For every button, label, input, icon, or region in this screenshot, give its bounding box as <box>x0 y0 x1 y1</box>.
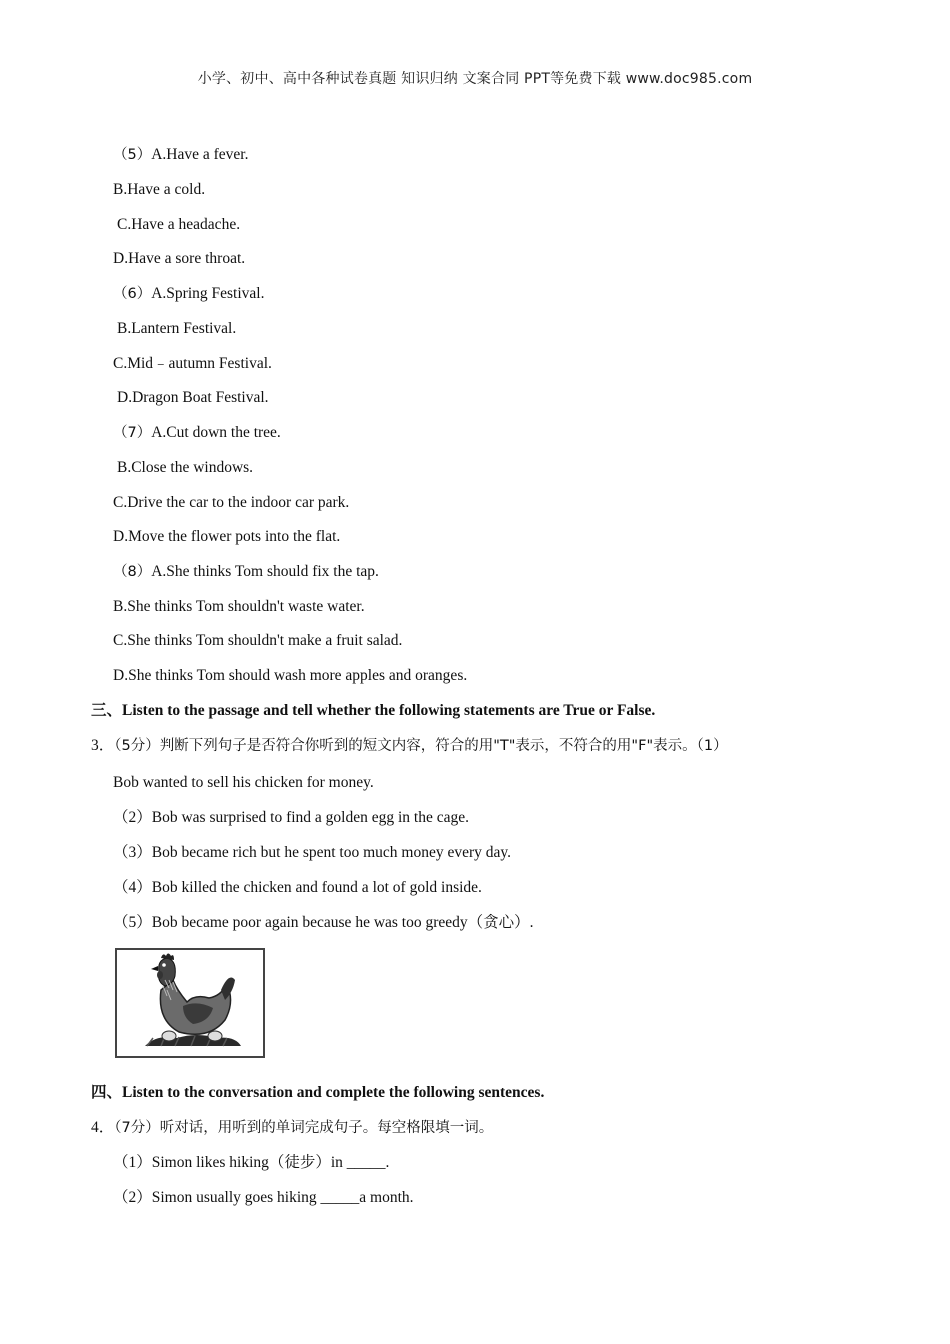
q3-statement-2: （2）Bob was surprised to find a golden egg in the cage. <box>113 809 469 826</box>
q8-option-b: B.She thinks Tom shouldn't waste water. <box>113 598 365 615</box>
q3-statement-4: （4）Bob killed the chicken and found a lot of gold inside. <box>113 879 482 896</box>
q6-option-a: （6）A.Spring Festival. <box>113 285 265 302</box>
q5-option-a: （5）A.Have a fever. <box>113 146 249 163</box>
q5-option-b: B.Have a cold. <box>113 181 206 198</box>
q6-option-d: D.Dragon Boat Festival. <box>117 389 269 406</box>
q8-option-c: C.She thinks Tom shouldn't make a fruit salad. <box>113 632 403 649</box>
q4-item-1: （1）Simon likes hiking（徒步）in _____. <box>113 1154 390 1171</box>
q4-intro: 4．（7分）听对话，用听到的单词完成句子。每空格限填一词。 <box>91 1119 494 1136</box>
chicken-icon <box>117 950 263 1056</box>
page-header: 小学、初中、高中各种试卷真题 知识归纳 文案合同 PPT等免费下载 www.doc985.com <box>197 71 753 87</box>
q8-option-a: （8）A.She thinks Tom should fix the tap. <box>113 563 379 580</box>
q7-option-d: D.Move the flower pots into the flat. <box>113 528 341 545</box>
q6-option-b: B.Lantern Festival. <box>117 320 237 337</box>
chicken-picture <box>115 948 265 1058</box>
q3-statement-1: Bob wanted to sell his chicken for money. <box>113 774 374 791</box>
q7-option-c: C.Drive the car to the indoor car park. <box>113 494 350 511</box>
q5-option-c: C.Have a headache. <box>117 216 241 233</box>
q4-item-2: （2）Simon usually goes hiking _____a month. <box>113 1189 414 1206</box>
section-4-heading: 四、Listen to the conversation and complete the following sentences. <box>91 1084 545 1101</box>
q7-option-b: B.Close the windows. <box>117 459 254 476</box>
q3-statement-3: （3）Bob became rich but he spent too much money every day. <box>113 844 512 861</box>
q7-option-a: （7）A.Cut down the tree. <box>113 424 281 441</box>
q8-option-d: D.She thinks Tom should wash more apples and oranges. <box>113 667 468 684</box>
q3-statement-5: （5）Bob became poor again because he was too greedy（贪心）. <box>113 914 534 931</box>
q5-option-d: D.Have a sore throat. <box>113 250 246 267</box>
q3-intro: 3．（5分）判断下列句子是否符合你听到的短文内容，符合的用"T"表示，不符合的用"F"表示。（1） <box>91 737 728 754</box>
section-3-heading: 三、Listen to the passage and tell whether the following statements are True or False. <box>91 702 656 719</box>
q6-option-c: C.Mid﹣autumn Festival. <box>113 355 272 372</box>
